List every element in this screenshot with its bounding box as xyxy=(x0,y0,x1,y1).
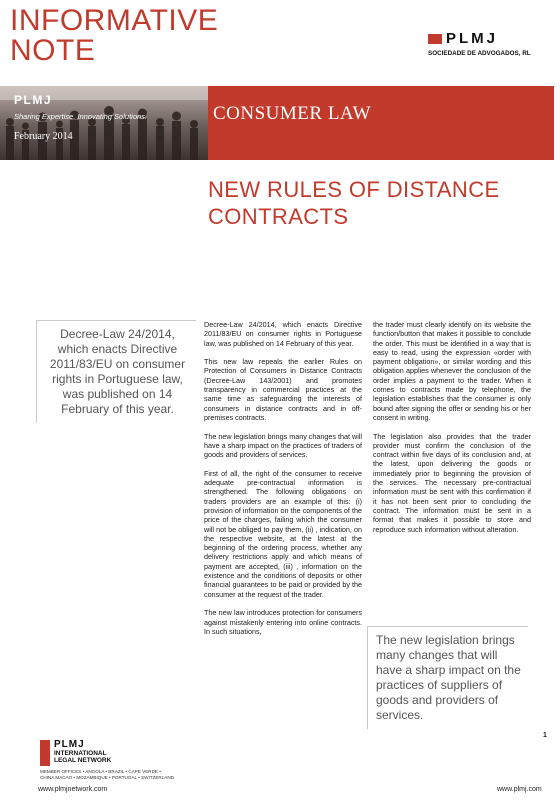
headline-line2: CONTRACTS xyxy=(208,204,349,229)
network-red-bar-icon xyxy=(40,740,50,766)
column1-paragraph: Decree-Law 24/2014, which enacts Directive 2011/83/EU on consumer rights in Portuguese law, was published on 14 February of this year. xyxy=(204,320,362,348)
column1-paragraph: First of all, the right of the consumer to receive adequate pre-contractual information is strengthened. The following obligations on traders providers are an example of this: (i) provision of information on the components of the price of the charges, failing which the consumer will not be obliged to pay them, (ii) , indication, on the respective website, at the latest at the beginning of the ordering process, whether any delivery restrictions apply and which means of payment are accepted, (iii) , information on the existence and the conditions of deposits or other financial guarantees to be paid or provided by the consumer at the request of the trader. xyxy=(204,468,362,599)
column2-paragraph: The legislation also provides that the trader provider must confirm the conclusion of the contract within five days of its conclusion and, at the latest, upon delivering the goods or immediately prior to beginning the provision of the services. The necessary pre-contractual information must be sent with this confirmation if it has not been sent prior to concluding the contract. The information must be sent in a format that makes it possible to store and reproduce such information without alteration. xyxy=(373,431,531,534)
network-logo xyxy=(40,740,200,780)
column2-paragraph: the trader must clearly identify on its website the function/button that makes it possible to conclude the order. This must be identified in a way that is easy to read, using the expression «order with payment obligation», or similar wording and this obligation applies whenever the conclusion of the order implies a payment to the trader. When it comes to contracts made by telephone, the legislation establishes that the consumer is only bound after signing the offer or sending his or her consent in writing. xyxy=(373,320,531,422)
plmj-website-link[interactable]: www.plmj.com xyxy=(497,786,542,793)
headline-line1: NEW RULES OF DISTANCE xyxy=(208,177,500,202)
logo-subtitle: SOCIEDADE DE ADVOGADOS, RL xyxy=(428,50,531,57)
headline xyxy=(208,176,548,230)
pull-quote-left: Decree-Law 24/2014, which enacts Directive 2011/83/EU on consumer rights in Portuguese law, was published on 14 February of this year. xyxy=(36,320,196,423)
column1-paragraph: The new legislation brings many changes that will have a sharp impact on the practices of traders of goods and providers of services. xyxy=(204,431,362,460)
logo-text: PLMJ xyxy=(446,30,499,47)
article-column-1 xyxy=(204,320,362,645)
logo-red-bar-icon xyxy=(428,34,442,44)
network-text xyxy=(54,740,111,764)
column1-paragraph: This new law repeals the earlier Rules on Protection of Consumers in Distance Contracts (Decree-Law 143/2001) and promotes transparency in commercial practices at the same time as safeguarding the interests of consumers in distance contracts and in off-premises contracts. xyxy=(204,357,362,422)
doc-type-line2: NOTE xyxy=(10,34,96,67)
network-website-link[interactable]: www.plmjnetwork.com xyxy=(38,786,108,793)
banner-date: February 2014 xyxy=(14,131,73,142)
plmj-logo xyxy=(428,30,553,57)
network-line2: LEGAL NETWORK xyxy=(54,757,112,764)
section-title: CONSUMER LAW xyxy=(213,103,372,124)
banner-brand-name: PLMJ xyxy=(14,93,53,107)
network-line1: INTERNATIONAL xyxy=(54,750,107,757)
page-number: 1 xyxy=(543,732,547,739)
network-name: PLMJ xyxy=(54,739,85,750)
document-type-title xyxy=(10,6,218,66)
member-offices: MEMBER OFFICES • ANGOLA • BRAZIL • CAPE VERDE • CHINA MACAO • MOZAMBIQUE • PORTUGAL • SWITZERLAND xyxy=(40,769,174,780)
network-mark xyxy=(40,740,200,766)
banner-tagline: Sharing Expertise. Innovating Solutions. xyxy=(14,112,147,121)
column1-paragraph: The new law introduces protection for consumers against mistakenly entering into online contracts. In such situations, xyxy=(204,608,362,636)
article-column-2 xyxy=(373,320,531,543)
logo-mark xyxy=(428,30,553,47)
doc-type-line1: INFORMATIVE xyxy=(10,4,219,37)
pull-quote-right: The new legislation brings many changes that will have a sharp impact on the practices of suppliers of goods and providers of services. xyxy=(367,626,528,729)
